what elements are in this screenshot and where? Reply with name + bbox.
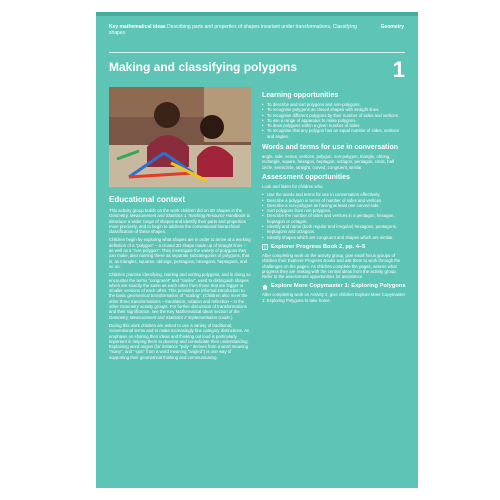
educational-context-para-4: During this work children are asked to use a variety of traditional, conventional terms and to make increasingly fine category distinctions. An emphasis on sharing their ideas and thinking out loud is particularly important in helping them to develop and consolidate their understanding. Explaining word origins (for instance "poly-" derives from a word meaning "many", and "-gon" from a word meaning "angled") is one way of supporting their geometrical thinking and communicating.	[109, 322, 250, 360]
assessment-list	[262, 192, 406, 240]
progress-book-heading	[262, 244, 406, 251]
key-ideas-label: Key mathematical ideas	[109, 24, 166, 30]
activity-number: 1	[392, 57, 405, 82]
learning-list	[262, 102, 406, 139]
learning-heading: Learning opportunities	[262, 92, 339, 99]
book-icon	[262, 244, 268, 250]
list-item: • To recognise that any polygon has an equal number of sides, vertices and angles.	[262, 128, 406, 139]
list-item: • Describe the number of sides and vertices in a pentagon, hexagon, heptagon or octagon.	[262, 213, 406, 224]
page-title: Making and classifying polygons	[109, 60, 298, 74]
words-heading: Words and terms for use in conversation	[262, 144, 399, 152]
house-icon	[262, 284, 268, 290]
list-item: • To draw polygons within a given number of sides.	[262, 123, 406, 128]
list-item: • Identify and name (both regular and irregular) hexagons, pentagons, heptagons and octagons.	[262, 224, 406, 235]
copymaster-heading	[262, 283, 406, 290]
list-item: • To describe and sort polygons and non-polygons.	[262, 102, 406, 107]
top-bar	[96, 12, 418, 16]
copymaster-heading-text: Explore More Copymaster 1: Exploring Polygons	[271, 283, 406, 290]
classroom-photo	[109, 87, 251, 187]
educational-context-para-3: Children practise identifying, naming and sorting polygons, and in doing so encounter the terms "congruent" and "similar", used to distinguish shapes which are exactly the same as each other from those that are bigger or smaller versions of each other. This provides an informal introduction to the basic geometrical transformation of "scaling". (Children also meet the other three transformations – translation, rotation and reflection – in the other Geometry activity groups. For further discussion of transformations and their significance, see the Key Mathematical Ideas section of the Geometry, Measurement and Statistics 2 Implementation Guide.)	[109, 272, 251, 320]
subject-label: Geometry	[380, 24, 404, 30]
list-item: • Sort polygons from non-polygons.	[262, 208, 406, 213]
educational-context	[109, 195, 251, 363]
progress-book-text: After completing work on the activity group, give small focus groups of children their Explorer Progress Books and ask them to work through the challenges on the pages. As children complete the pages, assess what progress they are making with the central ideas from the activity group. Refer to the assessment opportunities for assistance.	[262, 252, 401, 280]
words-text: angle, side, vertex, vertices, polygon, non-polygon, triangle, oblong, rectangle, square, hexagon, heptagon, octagon, pentagon, circle, half circle, semicircle, straight, curved, congruent, similar	[262, 154, 395, 170]
right-column	[262, 91, 406, 306]
list-item: • To use a range of apparatus to make polygons.	[262, 118, 406, 123]
list-item: • Describe a non-polygon as having at least one curved side.	[262, 203, 406, 208]
list-item: • Identify shapes which are congruent and shapes which are similar.	[262, 235, 406, 240]
resource-page	[96, 12, 418, 488]
assessment-intro: Look and listen for children who:	[262, 183, 324, 189]
progress-book-heading-text: Explorer Progress Book 2, pp. 4–5	[271, 243, 366, 250]
header-divider	[109, 52, 405, 53]
educational-context-para-1: This activity group builds on the work children did on 2D shapes in the Geometry, Measurement and Statistics 1 Teaching Resource Handbook to introduce a wider range of shapes and identify their parts and properties more precisely, and to begin to address the conventional hierarchical classification of these shapes.	[109, 208, 251, 235]
list-item: • Describe a polygon in terms of number of sides and vertices.	[262, 198, 406, 203]
educational-context-heading: Educational context	[109, 195, 186, 204]
list-item: • Use the words and terms for use in conversation effectively.	[262, 192, 406, 197]
key-ideas-text: Describing parts and properties of shapes invariant under transformations, Classifying shapes	[109, 24, 357, 36]
list-item: • To recognise different polygons by their number of sides and vertices.	[262, 113, 406, 118]
copymaster-text: After completing work on Activity 2, give children Explore More Copymaster 1: Exploring Polygons to take home.	[262, 292, 406, 303]
key-ideas	[109, 24, 364, 36]
assessment-heading: Assessment opportunities	[262, 173, 350, 181]
list-item: • To recognise polygons as closed shapes with straight lines.	[262, 107, 406, 112]
educational-context-para-2: Children begin by exploring what shapes are in order to arrive at a working definition of a "polygon" – a closed 2D shape made up of straight lines – as well as a "non-polygon". They investigate the variety of polygons they can make, also naming these as separate subcategories of polygons, that is, as triangles, squares, oblongs, pentagons, hexagons, heptagons, and so on.	[109, 237, 251, 269]
